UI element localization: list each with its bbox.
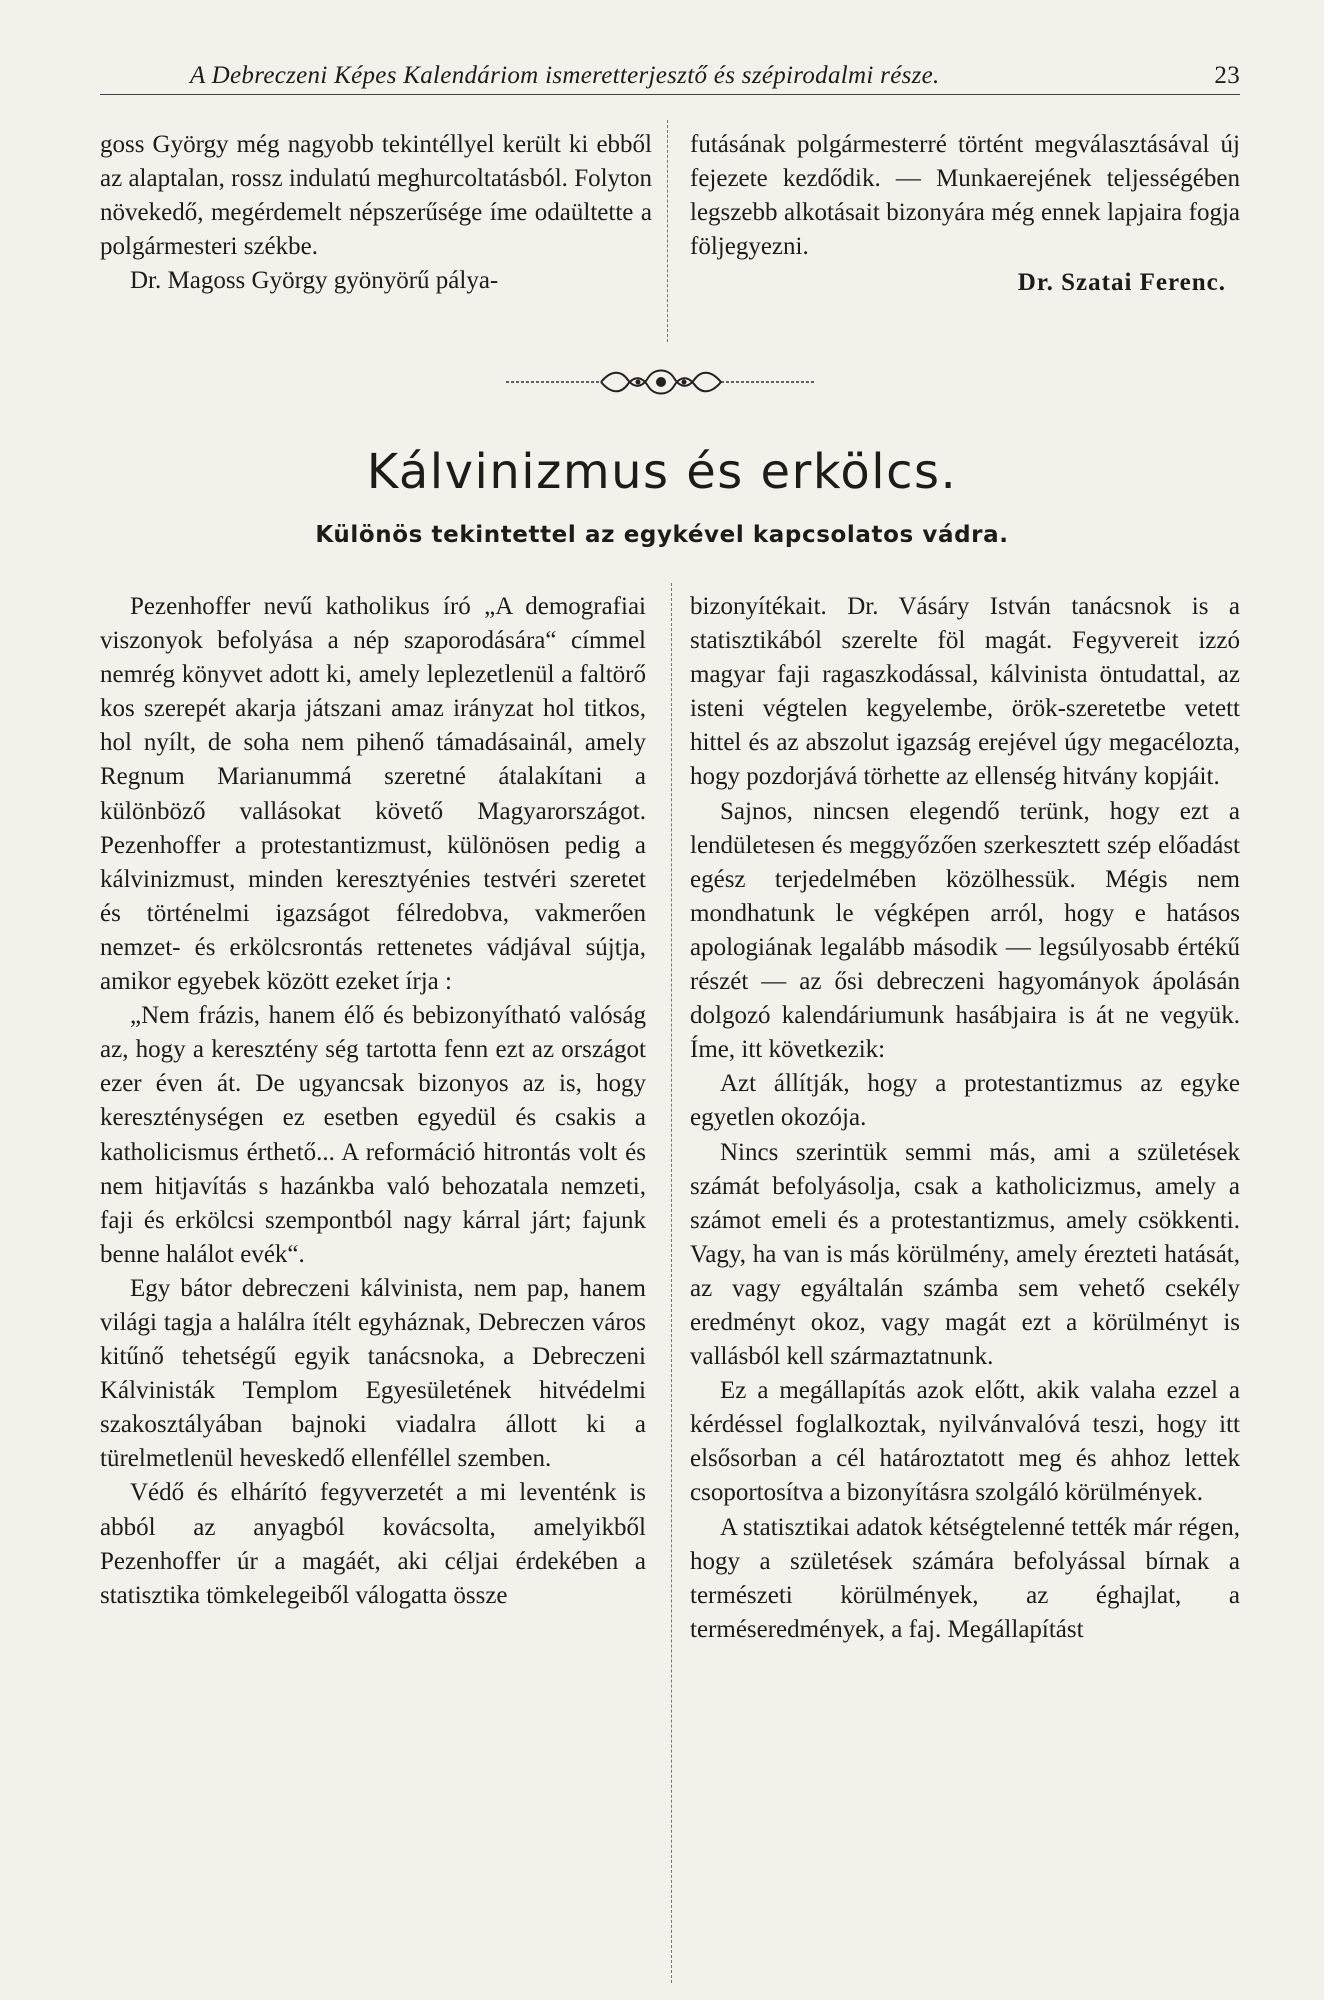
article-paragraph: Védő és elhárító fegyverzetét a mi leventénk is abból az anyagból kovácsolta, amelyikből Pezenhoffer úr a magáét, aki céljai érdekében a statisztika tömkelegeiből válogatta össze: [100, 1479, 646, 1609]
article-paragraph: Ez a megállapítás azok előtt, akik valaha ezzel a kérdéssel foglalkoztak, nyilvánvalóvá teszi, hogy itt elsősorban a cél határoztatott meg és ahhoz lettek csoportosítva a bizonyításra szolgáló körülmények.: [690, 1377, 1240, 1507]
article-subtitle: Különös tekintettel az egykével kapcsolatos vádra.: [315, 522, 1009, 548]
page-number: 23: [1214, 62, 1240, 89]
previous-article-paragraph: futásának polgármesterré történt megválasztásával új fejezete kezdődik. — Munkaerejének teljességében legszebb alkotásait bizonyára még ennek lapjaira fogja följegyezni.: [690, 131, 1240, 261]
article-paragraph: Pezenhoffer nevű katholikus író „A demografiai viszonyok befolyása a nép szaporodására“ címmel nemrég könyvet adott ki, amely leplezetlenül a faltörő kos szerepét akarja játszani amaz irányzat hol titkos, hol nyílt, de soha nem pihenő támadásainál, amely Regnum Marianummá szeretné átalakítani a különböző vallásokat követő Magyarországot. Pezenhoffer a protestantizmust, különösen pedig a kálvinizmust, minden keresztyénies testvéri szeretet és történelmi igazságot félredobva, vakmerően nemzet- és erkölcsrontás rettenetes vádjával sújtja, amikor egyebek között ezeket írja :: [100, 593, 646, 996]
article-paragraph: Azt állítják, hogy a protestantizmus az egyke egyetlen okozója.: [690, 1070, 1240, 1132]
article-paragraph: Nincs szerintük semmi más, ami a születések számát befolyásolja, csak a katholicizmus, amely a számot emeli és a protestantizmus, amely csökkenti. Vagy, ha van is más körülmény, amely érezteti hatását, az vagy egyáltalán számba sem vehető csekély eredményt okoz, vagy magát ezt a körülményt is vallásból kell származtatnunk.: [690, 1138, 1240, 1371]
ornament-divider-icon: [506, 362, 816, 402]
running-title: A Debreczeni Képes Kalendáriom ismeretterjesztő és szépirodalmi része.: [190, 62, 940, 89]
article-paragraph: bizonyítékait. Dr. Vásáry István tanácsnok is a statisztikából szerelte föl magát. Fegyvereit izzó magyar faji ragaszkodással, kálvinista öntudattal, az isteni végtelen kegyelembe, örök-szeretetbe vetett hittel és az abszolut igazság erejével úgy megacélozta, hogy pozdorjává törhette az ellenség hitvány kopjáit.: [690, 593, 1240, 791]
article-paragraph: „Nem frázis, hanem élő és bebizonyítható valóság az, hogy a keresztény ség tartotta fenn ezt az országot ezer éven át. De ugyancsak bizonyos az is, hogy kereszténységen ez esetben egyedül és csakis a katholicismus érthető... A reformáció hitrontás volt és nem hitjavítás s hazánkba való behozatala nemzeti, faji és erkölcsi szempontból nagy kárral járt; fajunk benne halálot evék“.: [100, 1002, 646, 1268]
article-paragraph: Egy bátor debreczeni kálvinista, nem pap, hanem világi tagja a halálra ítélt egyháznak, Debreczen város kitűnő tehetségű egyik tanácsnoka, a Debreczeni Kálvinisták Templom Egyesületének hitvédelmi szakosztályában bajnoki viadalra állott ki a türelmetlenül heveskedő ellenféllel szemben.: [100, 1274, 646, 1473]
article-title: Kálvinizmus és erkölcs.: [366, 444, 958, 500]
article-left-column: [100, 590, 646, 1613]
previous-article-paragraph: goss György még nagyobb tekintéllyel került ki ebből az alaptalan, rossz indulatú meghurcoltatásból. Folyton növekedő, megérdemelt népszerűsége íme odaültette a polgármesteri székbe.: [100, 131, 652, 261]
running-header: [100, 58, 1240, 98]
header-rule: [100, 94, 1240, 95]
previous-article-left-column: [100, 128, 652, 298]
article-right-column: [690, 590, 1240, 1647]
column-divider-top: [667, 120, 668, 342]
previous-article-paragraph: Dr. Magoss György gyönyörű pálya-: [130, 267, 499, 295]
column-divider-bottom: [671, 583, 672, 1983]
article-paragraph: A statisztikai adatok kétségtelenné tették már régen, hogy a születések számára befolyással bírnak a természeti körülmények, az éghajlat, a terméseredmények, a faj. Megállapítást: [690, 1513, 1240, 1643]
author-signature: Dr. Szatai Ferenc.: [1017, 269, 1226, 297]
article-paragraph: Sajnos, nincsen elegendő terünk, hogy ezt a lendületesen és meggyőzően szerkesztett szép előadást egész terjedelmében közölhessük. Mégis nem mondhatunk le végképen arról, hogy e hatásos apologiának legalább második — legsúlyosabb értékű részét — az ősi debreczeni hagyományok ápolásán dolgozó kalendáriumunk hasábjaira is át ne vegyük. Íme, itt következik:: [690, 797, 1240, 1064]
previous-article-right-column: [690, 128, 1240, 300]
